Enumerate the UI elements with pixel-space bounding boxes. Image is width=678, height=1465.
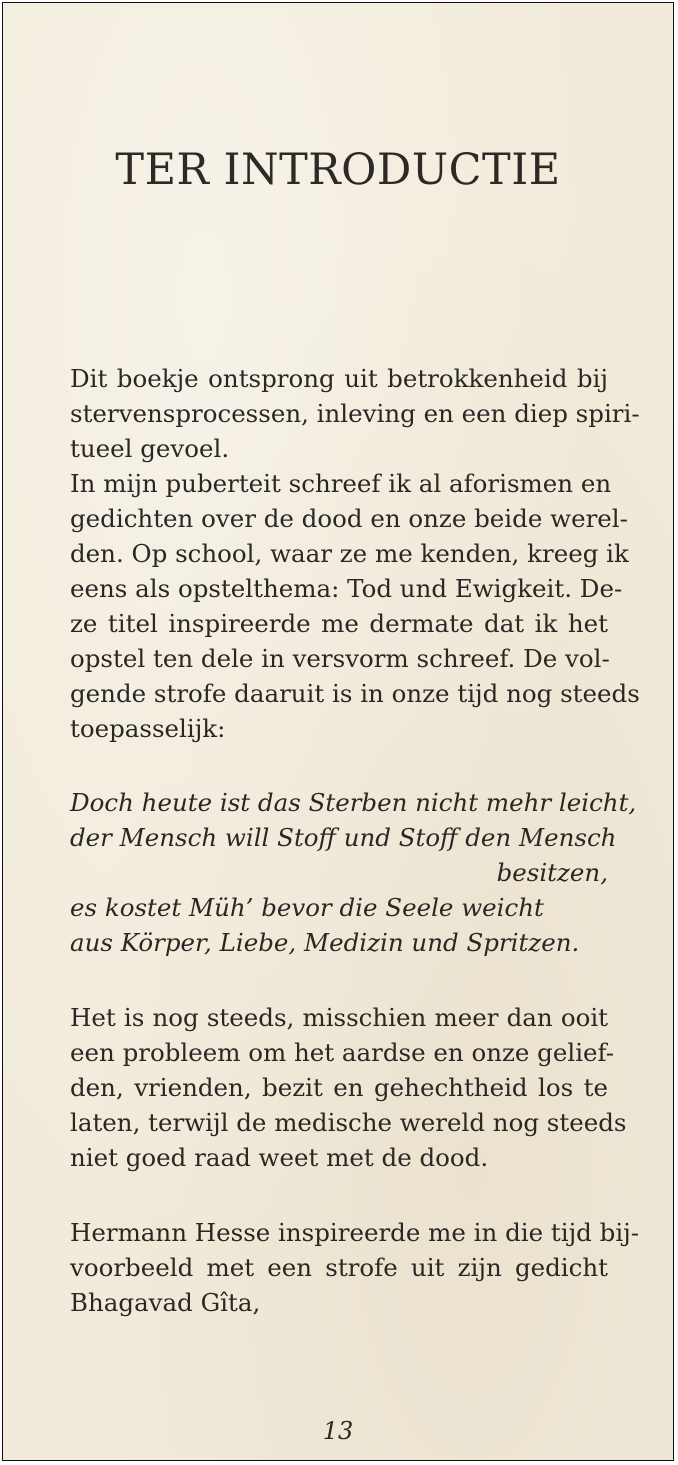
text-line: Het is nog steeds, misschien meer dan ooit bbox=[70, 1003, 608, 1032]
chapter-title: TER INTRODUCTIE bbox=[115, 145, 561, 195]
text-line: voorbeeld met een strofe uit zijn gedicht bbox=[70, 1253, 608, 1282]
text-line: In mijn puberteit schreef ik al aforismen en bbox=[70, 469, 612, 498]
text-line: Dit boekje ontsprong uit betrokkenheid bij bbox=[70, 364, 608, 393]
text-line: toepasselijk: bbox=[70, 714, 226, 743]
poem-line: der Mensch will Stoff und Stoff den Mensch bbox=[70, 823, 617, 852]
text-line: den, vrienden, bezit en gehechtheid los te bbox=[70, 1073, 608, 1102]
text-line: eens als opstelthema: Tod und Ewigkeit. De- bbox=[70, 574, 623, 603]
poem-line: es kostet Müh’ bevor die Seele weicht bbox=[70, 893, 544, 922]
poem-line: Doch heute ist das Sterben nicht mehr leicht, bbox=[70, 788, 637, 817]
text-line: laten, terwijl de medische wereld nog steeds bbox=[70, 1108, 627, 1137]
book-page bbox=[2, 2, 674, 1461]
text-line: Hermann Hesse inspireerde me in die tijd bij- bbox=[70, 1218, 640, 1247]
text-line: gende strofe daaruit is in onze tijd nog steeds bbox=[70, 679, 640, 708]
poem-line: besitzen, bbox=[496, 858, 608, 887]
text-line: ze titel inspireerde me dermate dat ik het bbox=[70, 609, 608, 638]
text-line: niet goed raad weet met de dood. bbox=[70, 1143, 489, 1172]
page-number: 13 bbox=[322, 1417, 354, 1445]
text-line: Bhagavad Gîta, bbox=[70, 1288, 261, 1317]
text-line: een probleem om het aardse en onze gelief- bbox=[70, 1038, 615, 1067]
poem-line: aus Körper, Liebe, Medizin und Spritzen. bbox=[70, 928, 580, 957]
text-line: stervensprocessen, inleving en een diep spiri- bbox=[70, 399, 640, 428]
text-line: gedichten over de dood en onze beide werel- bbox=[70, 504, 628, 533]
text-line: den. Op school, waar ze me kenden, kreeg ik bbox=[70, 539, 629, 568]
text-line: tueel gevoel. bbox=[70, 434, 230, 463]
text-line: opstel ten dele in versvorm schreef. De vol- bbox=[70, 644, 610, 673]
